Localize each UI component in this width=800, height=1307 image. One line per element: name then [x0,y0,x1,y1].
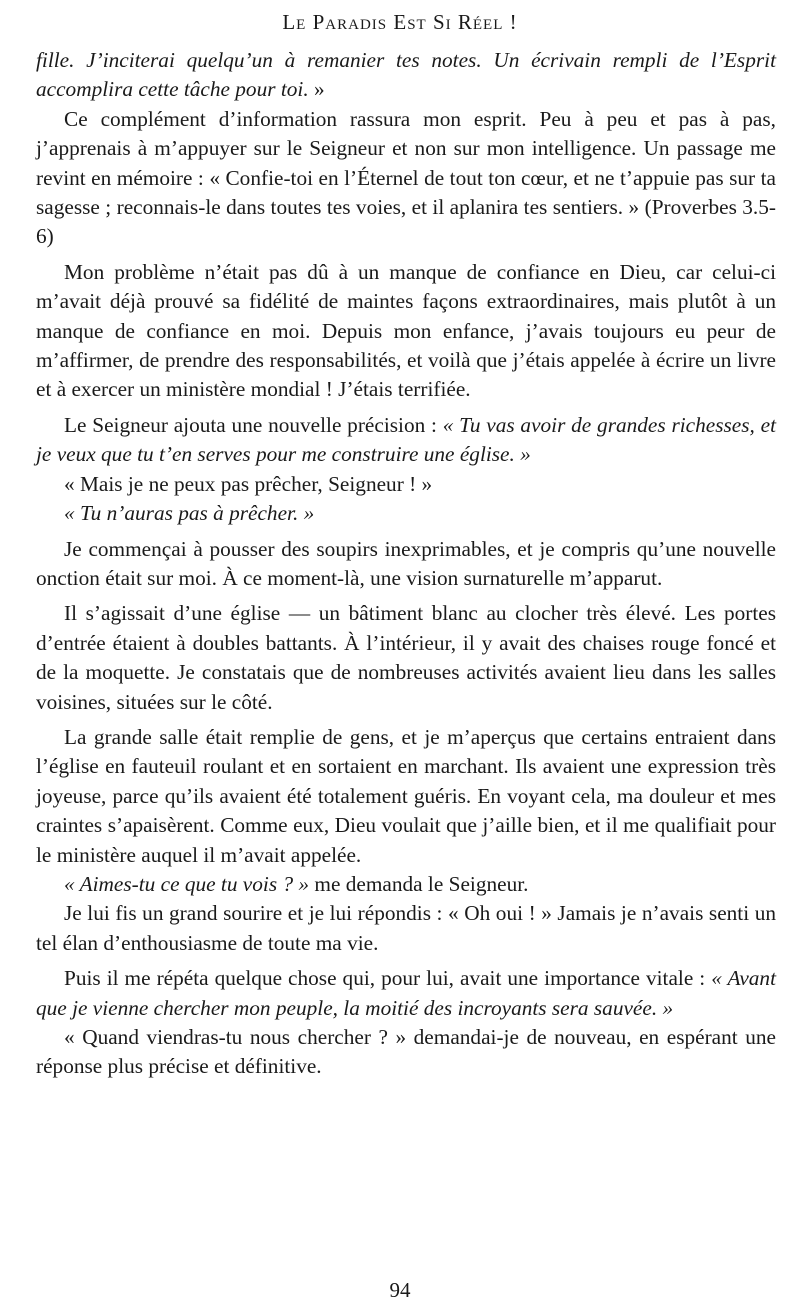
italic-text: fille. J’inciterai quelqu’un à remanier tes notes. Un écrivain rempli de l’Esprit accomplira cette tâche pour toi. [36,48,776,102]
text-run: Le Seigneur ajouta une nouvelle précision : [64,412,443,437]
paragraph [36,46,776,105]
text-run: « Mais je ne peux pas prêcher, Seigneur ! » [64,471,433,496]
text-run: Je commençai à pousser des soupirs inexprimables, et je compris qu’une nouvelle onction était sur moi. À ce moment-là, une vision surnaturelle m’apparut. [36,536,776,590]
text-run: me demanda le Seigneur. [309,871,529,896]
italic-text: « Tu vas avoir de grandes richesses, et je veux que tu t’en serves pour me construire une église. » [36,412,776,467]
page-number: 94 [389,1278,411,1302]
paragraph [36,723,776,870]
paragraph [36,499,776,528]
paragraph [36,411,776,470]
paragraph [36,258,776,405]
italic-text: « Tu n’auras pas à prêcher. » [64,501,315,526]
text-run: Je lui fis un grand sourire et je lui répondis : « Oh oui ! » Jamais je n’avais senti un tel élan d’enthousiasme de toute ma vie. [36,901,776,955]
paragraph [36,1023,776,1082]
paragraph [36,470,776,499]
paragraph [36,535,776,594]
text-run: La grande salle était remplie de gens, et je m’aperçus que certains entraient dans l’église en fauteuil roulant et en sortaient en marchant. Ils avaient une expression très joyeuse, parce qu’ils avaient été totalement guéris. En voyant cela, ma douleur et mes craintes s’apaisèrent. Comme eux, Dieu voulait que j’aille bien, et il me qualifiait pour le ministère auquel il m’avait appelée. [36,724,776,867]
body-text [36,46,776,1082]
paragraph [36,105,776,252]
text-run: Puis il me répéta quelque chose qui, pour lui, avait une importance vitale : [64,966,712,991]
text-run: Il s’agissait d’une église — un bâtiment blanc au clocher très élevé. Les portes d’entrée étaient à doubles battants. À l’intérieur, il y avait des chaises rouge foncé et de la moquette. Je constatais que de nombreuses activités avaient lieu dans les salles voisines, situées sur le côté. [36,601,776,714]
paragraph [36,599,776,717]
running-header: Le Paradis Est Si Réel ! [282,10,518,34]
text-run: Ce complément d’information rassura mon esprit. Peu à peu et pas à pas, j’apprenais à m’appuyer sur le Seigneur et non sur mon intelligence. Un passage me revint en mémoire : « Confie-toi en l’Éternel de tout ton cœur, et ne t’appuie pas sur ta sagesse ; reconnais-le dans toutes tes voies, et il aplanira tes sentiers. » (Proverbes 3.5-6) [36,106,776,249]
paragraph [36,870,776,899]
italic-text: « Avant que je vienne chercher mon peuple, la moitié des incroyants sera sauvée. » [36,966,776,1020]
paragraph [36,899,776,958]
italic-text: « Aimes-tu ce que tu vois ? » [64,871,310,896]
paragraph [36,964,776,1023]
text-run: « Quand viendras-tu nous chercher ? » demandai-je de nouveau, en espérant une réponse plus précise et définitive. [36,1025,776,1079]
text-run: Mon problème n’était pas dû à un manque de confiance en Dieu, car celui-ci m’avait déjà prouvé sa fidélité de maintes façons extraordinaires, mais plutôt à un manque de confiance en moi. Depuis mon enfance, j’avais toujours eu peur de m’affirmer, de prendre des responsabilités, et voilà que j’étais appelée à écrire un livre et à exercer un ministère mondial ! J’étais terrifiée. [36,259,776,402]
text-run: » [308,77,325,102]
